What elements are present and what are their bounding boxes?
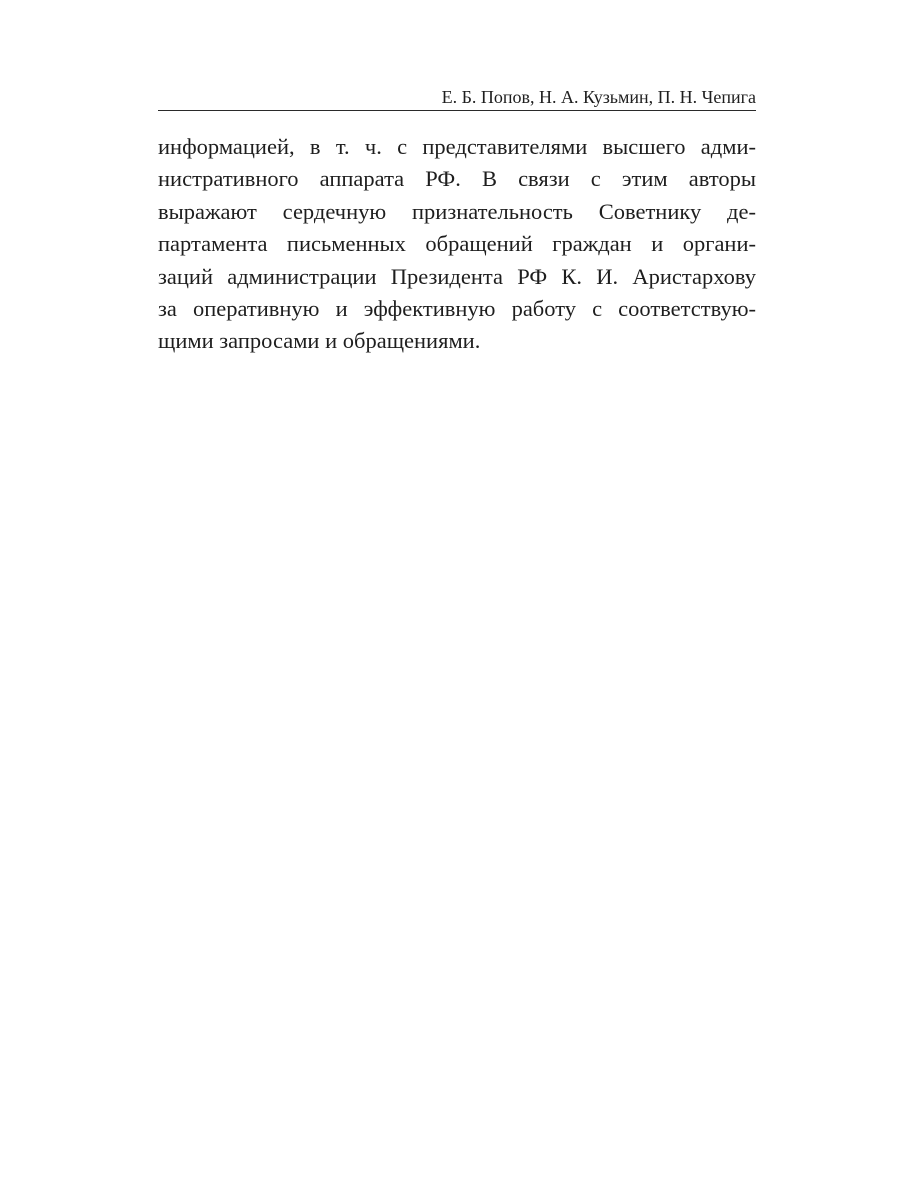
text-line: партамента письменных обращений граждан и органи-: [158, 231, 756, 257]
body-paragraph: [158, 131, 756, 358]
header-rule: [158, 110, 756, 111]
text-line: информацией, в т. ч. с представителями высшего адми-: [158, 134, 756, 159]
running-head-authors: Е. Б. Попов, Н. А. Кузьмин, П. Н. Чепига: [441, 87, 756, 107]
text-line: за оперативную и эффективную работу с соответствую-: [158, 295, 756, 321]
text-line: выражают сердечную признательность Советнику де-: [158, 198, 756, 224]
text-line: заций администрации Президента РФ К. И. Аристархову: [158, 263, 756, 289]
text-line: нистративного аппарата РФ. В связи с этим авторы: [158, 166, 756, 192]
text-line: щими запросами и обращениями.: [158, 328, 481, 354]
